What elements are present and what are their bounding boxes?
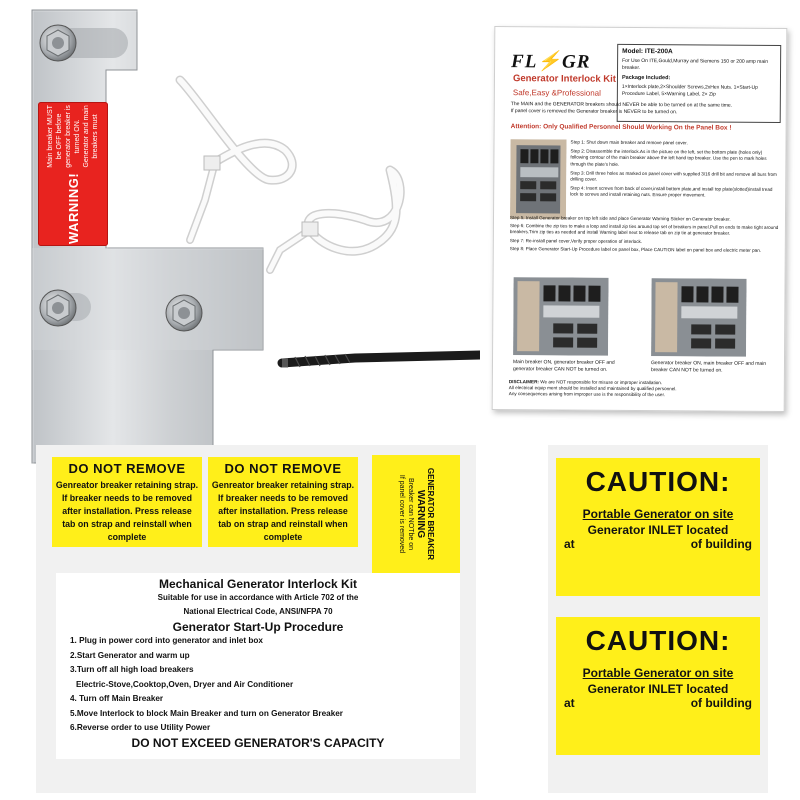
- step-text: Step 7: Re-install panel cover,Verify proper operation of interlock.: [509, 237, 643, 244]
- gbw-line2: WARNING: [415, 489, 426, 539]
- caption-right: Generator breaker ON, main breaker OFF and main breaker CAN NOT be turned on.: [650, 360, 767, 374]
- caution-line3: [564, 696, 752, 710]
- caution-at: at: [564, 696, 575, 710]
- gbw-line4: If panel cover is removed: [398, 474, 405, 554]
- startup-step: 2.Start Generator and warm up: [70, 650, 190, 660]
- caution-of-building: of building: [690, 537, 752, 551]
- sheet-warning-line: The MAIN and the GENERATOR breakers should NEVER be able to be turned on at the same time.: [510, 101, 733, 109]
- step-text: Step 8: Place Generator Start-Up Procedure label on panel box, Place CAUTION label on panel box and electric meter pan.: [509, 245, 762, 253]
- attention-text: Attention: Only Qualified Personnel Should Working On the Panel Box !: [510, 123, 732, 132]
- disclaimer: [509, 379, 779, 399]
- caution-label-1: [556, 458, 760, 596]
- warning-sticker-title: WARNING!: [65, 172, 81, 244]
- startup-step: 4. Turn off Main Breaker: [70, 694, 164, 703]
- step-text: Step 3: Drill three holes as marked on panel cover with supplied 3/16 drill bit and remove all burs from drilling cover.: [570, 170, 777, 182]
- model-compat: For Use On ITE,Gould,Murray and Siemens 150 or 200 amp main breaker.: [622, 57, 769, 72]
- startup-step: 3.Turn off all high load breakers: [70, 665, 194, 674]
- disclaimer-text-3: Any consequences arising from improper use is the responsibility of the user.: [508, 391, 666, 398]
- warning-sticker: [38, 102, 108, 246]
- steps-top: [570, 140, 780, 203]
- brand-logo: FL⚡GR: [511, 51, 591, 73]
- caution-line3: [564, 537, 752, 551]
- instruction-sheet: [492, 26, 788, 412]
- zip-tie-2: [270, 170, 400, 270]
- kit-title: Generator Interlock Kit: [512, 73, 616, 85]
- model-name: Model: ITE-200A: [622, 47, 673, 56]
- startup-sub1: Suitable for use in accordance with Article 702 of the: [157, 593, 359, 602]
- caution-sheet: [548, 445, 768, 793]
- disclaimer-text: We are NOT responsible for misuse or improper installation.: [540, 379, 663, 386]
- startup-sub2: National Electrical Code, ANSI/NFPA 70: [183, 607, 333, 616]
- do-not-remove-title: DO NOT REMOVE: [68, 461, 186, 476]
- panel-photo-2: [513, 277, 609, 356]
- caution-title: CAUTION:: [585, 625, 731, 656]
- sheet-warning: [511, 101, 779, 117]
- caution-title: CAUTION:: [585, 466, 731, 497]
- caution-label-2: [556, 617, 760, 755]
- package-text: 1×Interlock plate,2×Shoulder Screws,2xHex Nuts. 1×Start-Up Procedure Label, 5×Warning Label, 2× Zip: [621, 83, 758, 98]
- label-sheet: [36, 445, 476, 793]
- do-not-remove-body: Genreator breaker retaining strap. If breaker needs to be removed after installation. Press release tab on strap and reinstall when complete: [55, 480, 199, 542]
- do-not-remove-label-1: [52, 457, 202, 547]
- disclaimer-text-2: All electrical equip ment should be installed and maintained by qualified personnel.: [508, 385, 677, 392]
- warning-sticker-text: Main breaker MUST be OFF before generator breaker is turned ON. Generator and main breakers must: [47, 105, 99, 168]
- gbw-line1: GENERATOR BREAKER: [426, 467, 435, 561]
- panel-photo-3: [651, 278, 747, 357]
- startup-procedure-label: [56, 573, 460, 759]
- drill-bit: [282, 354, 480, 367]
- caution-line2: Generator INLET located: [587, 682, 729, 696]
- panel-photo-1: [510, 139, 567, 219]
- hex-nut-top: [40, 25, 76, 61]
- startup-step: 6.Reverse order to use Utility Power: [70, 723, 211, 732]
- caution-line1: Portable Generator on site: [582, 507, 734, 521]
- caution-line1: Portable Generator on site: [582, 666, 734, 680]
- sheet-warning-line: If panel cover is removed the Generator breaker is NEVER to be turned on.: [510, 108, 678, 116]
- caution-line2: Generator INLET located: [587, 523, 729, 537]
- do-not-remove-body: Genreator breaker retaining strap. If breaker needs to be removed after installation. Press release tab on strap and reinstall when complete: [211, 480, 355, 542]
- startup-footer: DO NOT EXCEED GENERATOR'S CAPACITY: [131, 735, 385, 750]
- step-text: Step 1: Shut down main breaker and remove panel cover.: [570, 139, 688, 146]
- generator-breaker-warning-label: [372, 455, 460, 573]
- steps-full: [510, 215, 780, 256]
- do-not-remove-label-2: [208, 457, 358, 547]
- gbw-line3: Breaker can NOTbe on: [407, 478, 414, 550]
- step-text: Step 2: Disassemble the interlock.As in the picture on the left, set the bottom plate (holes only) following contour of the main breaker above the left hand top breaker. Use the pen to mark holes through the plate's hole.: [570, 148, 767, 167]
- startup-step: 5.Move Interlock to block Main Breaker and turn on Generator Breaker: [70, 708, 343, 718]
- startup-step: 1. Plug in power cord into generator and inlet box: [70, 636, 263, 645]
- startup-procedure-title: Generator Start-Up Procedure: [172, 620, 344, 634]
- zip-tie-1: [180, 80, 292, 240]
- startup-title: Mechanical Generator Interlock Kit: [158, 577, 358, 591]
- caption-left: Main breaker ON, generator breaker OFF and generator breaker CAN NOT be turned on.: [512, 359, 615, 373]
- do-not-remove-title: DO NOT REMOVE: [224, 461, 342, 476]
- disclaimer-head: DISCLAIMER:: [508, 379, 540, 385]
- startup-step: Electric-Stove,Cooktop,Oven, Dryer and Air Conditioner: [76, 679, 294, 689]
- kit-subtitle: Safe,Easy &Professional: [512, 88, 601, 98]
- caution-at: at: [564, 537, 575, 551]
- caution-of-building: of building: [690, 696, 752, 710]
- step-text: Step 5: Install Generator breaker on top left side and place Generator Warning Sticker on Generator breaker.: [509, 215, 731, 222]
- accessories: [160, 70, 480, 400]
- package-head: Package Included:: [621, 74, 671, 82]
- step-text: Step 6: Combine the zip ties to make a loop and install zip ties around top set of breakers in panel.Pull on ends to make tight around breakers.Trim zip ties as needed and install Warning label next to release tab on zip tie at generator breaker.: [509, 223, 779, 237]
- step-text: Step 4: Insert screws from back of cover,install bottom plate,and install top plate(slotted)install tread lock to screws and install retaining nuts. Ensure proper movement.: [570, 185, 773, 198]
